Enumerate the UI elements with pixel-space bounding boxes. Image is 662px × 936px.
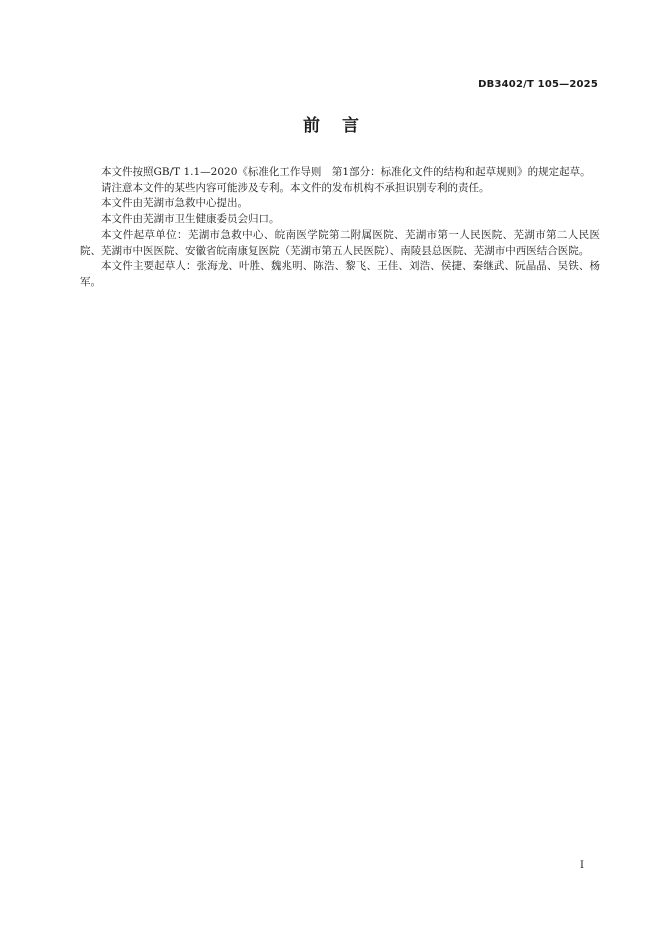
page-number: I [580, 860, 584, 871]
preface-body [80, 165, 600, 291]
preface-paragraph-proposer: 本文件由芜湖市急救中心提出。 [101, 197, 248, 210]
preface-paragraph-drafting-rules: 本文件按照GB/T 1.1—2020《标准化工作导则 第1部分：标准化文件的结构和起草规则》的规定起草。 [101, 166, 591, 178]
preface-paragraph-centralizing-unit: 本文件由芜湖市卫生健康委员会归口。 [101, 213, 280, 226]
preface-paragraph-drafting-units: 本文件起草单位：芜湖市急救中心、皖南医学院第二附属医院、芜湖市第一人民医院、芜湖市第二人民医院、芜湖市中医医院、安徽省皖南康复医院（芜湖市第五人民医院）、南陵县总医院、芜湖市中西医结合医院。 [80, 228, 600, 257]
page-title: 前言 [303, 116, 381, 136]
preface-paragraph-drafters: 本文件主要起草人：张海龙、叶胜、魏兆明、陈浩、黎飞、王佳、刘浩、侯捷、秦继武、阮晶晶、吴铁、杨军。 [80, 260, 600, 288]
document-code: DB3402/T 105—2025 [478, 79, 598, 90]
preface-paragraph-patent-notice: 请注意本文件的某些内容可能涉及专利。本文件的发布机构不承担识别专利的责任。 [101, 181, 490, 194]
